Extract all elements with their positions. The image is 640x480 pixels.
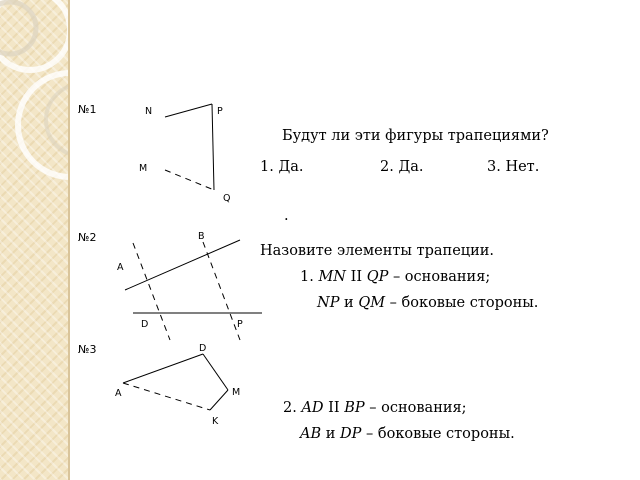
label-b: B <box>198 231 205 242</box>
label-a: A <box>117 262 124 273</box>
text: 1. <box>300 269 319 285</box>
question-1: Будут ли эти фигуры трапециями? <box>282 128 549 144</box>
label-a: A <box>115 388 122 399</box>
label-k: K <box>212 416 219 427</box>
task-number-1: №1 <box>78 103 97 116</box>
base-1: AD <box>301 400 324 416</box>
base-2: BP <box>344 400 365 416</box>
text: – основания; <box>364 400 467 416</box>
text: II <box>323 400 345 416</box>
side-1: AB <box>300 426 322 442</box>
answer-3: 3. Нет. <box>487 159 540 175</box>
task-number-3: №3 <box>78 343 97 356</box>
text: и <box>321 426 341 442</box>
label-m: M <box>139 163 148 174</box>
answer-2: 2. Да. <box>380 159 424 175</box>
text: – боковые стороны. <box>361 426 515 442</box>
label-d: D <box>141 319 149 330</box>
label-n: N <box>145 106 153 117</box>
side-2: DP <box>340 426 362 442</box>
text: II <box>346 269 367 285</box>
answer-line-3a <box>283 400 467 416</box>
answer-line-3b <box>300 426 515 442</box>
label-p: P <box>217 106 223 117</box>
base-2: QP <box>366 269 389 285</box>
label-m: M <box>232 387 241 398</box>
task-number-2: №2 <box>78 231 97 244</box>
text: – боковые стороны. <box>385 295 539 311</box>
segment-ad <box>123 354 203 383</box>
segment-mk <box>210 390 228 410</box>
side-2: QM <box>358 295 386 311</box>
answer-1: 1. Да. <box>260 159 304 175</box>
text: – основания; <box>388 269 491 285</box>
base-1: MN <box>318 269 346 285</box>
text: и <box>339 295 359 311</box>
label-q: Q <box>223 193 231 204</box>
segment-ak <box>123 383 210 410</box>
label-p: P <box>237 319 243 330</box>
stray-dot: . <box>284 208 289 224</box>
side-1: NP <box>317 295 340 311</box>
segment-dm <box>203 354 228 390</box>
label-d: D <box>199 343 207 354</box>
text: 2. <box>283 400 302 416</box>
question-2: Назовите элементы трапеции. <box>260 243 495 259</box>
